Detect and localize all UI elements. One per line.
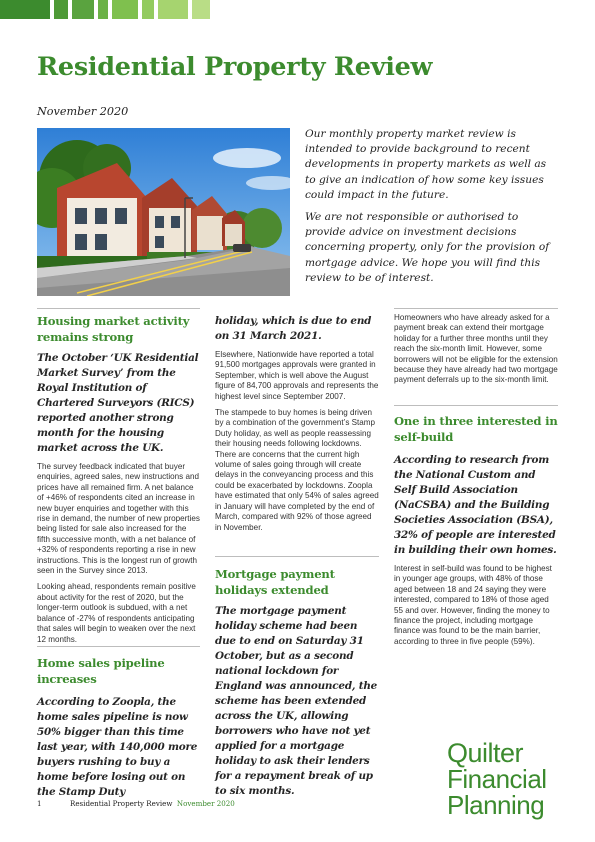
section-body: Homeowners who have already asked for a payment break can extend their mortgage holiday for a further three months until they reach the six-month limit. However, some borrowers will not be eligible for the extension because they have already had two mortgage payment deferrals up to the six-month limit. [394, 313, 558, 385]
section-heading: Mortgage payment holidays extended [215, 567, 335, 597]
stripe-5 [112, 0, 138, 19]
section-home-sales-pipeline [37, 656, 200, 800]
footer-title: Residential Property Review [70, 799, 173, 808]
stripe-3 [72, 0, 94, 19]
footer-date: November 2020 [176, 799, 235, 808]
section-heading: One in three interested in self-build [394, 414, 558, 444]
section-body: Interest in self-build was found to be highest in younger age groups, with 48% of those aged between 18 and 24 saying they were interested, compared to 18% of those aged 55 and over. However, finding the money to finance the project, including mortgage finance was found to be the main barrier, according to three in five people (59%). [394, 564, 552, 646]
section-lead: The mortgage payment holiday scheme had been due to end on Saturday 31 October, but as a second national lockdown for England was announced, the scheme has been extended across the UK, allowing borrowers who have not yet applied for a mortgage holiday to ask their lenders for a repayment break of up to six months. [215, 605, 378, 797]
street-illustration [37, 128, 290, 296]
stripe-4 [98, 0, 108, 19]
section-body: The stampede to buy homes is being driven by a combination of the government’s Stamp Duty holiday, as well as people reassessing their housing needs following lockdowns. There are concerns that the current high volume of sales going through will create delays in the conveyancing process and this could be exacerbated by lockdowns. Zoopla have estimated that only 54% of sales agreed in January will have completed by the end of March, compared with 92% of those agreed in November. [215, 408, 379, 532]
stripe-8 [192, 0, 210, 19]
intro-text [305, 127, 555, 286]
section-heading: Housing market activity remains strong [37, 314, 190, 344]
section-body: Elsewhere, Nationwide have reported a total 91,500 mortgages approvals were granted in September, which is well above the August figure of 84,700 approvals and represents the highest level since September 2007. [215, 350, 379, 401]
divider-col1-mid [37, 646, 200, 647]
quilter-logo [447, 740, 547, 818]
divider-col2-mid [215, 556, 379, 557]
intro-paragraph-2: We are not responsible or authorised to provide advice on investment decisions concerning property, only for the provision of mortgage advice. We hope you will find this review to be of interest. [305, 211, 550, 284]
page-title: Residential Property Review [37, 52, 433, 82]
page-footer [37, 799, 235, 808]
section-self-build [394, 414, 558, 647]
section-mortgage-holidays-continued [394, 313, 558, 386]
divider-col3-mid [394, 405, 558, 406]
section-mortgage-holidays [215, 567, 379, 799]
stripe-7 [158, 0, 188, 19]
logo-line-1: Quilter [447, 738, 524, 768]
section-lead: According to research from the National Custom and Self Build Association (NaCSBA) and the Building Societies Association (BSA), 32% of people are interested in building their own homes. [394, 454, 557, 556]
divider-top-col3 [394, 308, 558, 309]
header-stripes [0, 0, 595, 19]
stripe-6 [142, 0, 154, 19]
section-housing-market [37, 314, 200, 645]
logo-line-3: Planning [447, 790, 545, 820]
issue-date: November 2020 [37, 105, 129, 118]
section-lead-continued: holiday, which is due to end on 31 March 2021. [215, 315, 372, 342]
section-lead: According to Zoopla, the home sales pipeline is now 50% bigger than this time last year, with 140,000 more buyers rushing to buy a home before losing out on the Stamp Duty [37, 696, 198, 798]
section-heading: Home sales pipeline increases [37, 656, 165, 686]
section-body: The survey feedback indicated that buyer enquiries, agreed sales, new instructions and prices have all remained firm. A net balance of +46% of respondents cited an increase in new buyer enquiries and together with this rise in demand, the number of new properties being listed for sale also increased for the fifth successive month, with a net balance of +32% of respondents reporting a rise in new instructions. This is the longest run of growth seen in the Survey since 2013. [37, 462, 200, 576]
stripe-2 [54, 0, 68, 19]
divider-top-col1 [37, 308, 200, 309]
page-number: 1 [37, 799, 42, 808]
intro-paragraph-1: Our monthly property market review is intended to provide background to recent developments in property markets as well as to give an indication of how some key issues could impact in the future. [305, 128, 547, 201]
stripe-1 [0, 0, 50, 19]
street-photo [37, 128, 290, 296]
section-lead: The October ‘UK Residential Market Survey’ from the Royal Institution of Chartered Surveyors (RICS) reported another strong month for the housing market across the UK. [37, 352, 199, 454]
section-home-sales-pipeline-continued [215, 314, 379, 533]
logo-line-2: Financial [447, 764, 547, 794]
section-body: Looking ahead, respondents remain positive about activity for the rest of 2020, but the longer-term outlook is subdued, with a net balance of -27% of respondents anticipating that sales will begin to weaken over the next 12 months. [37, 582, 196, 644]
